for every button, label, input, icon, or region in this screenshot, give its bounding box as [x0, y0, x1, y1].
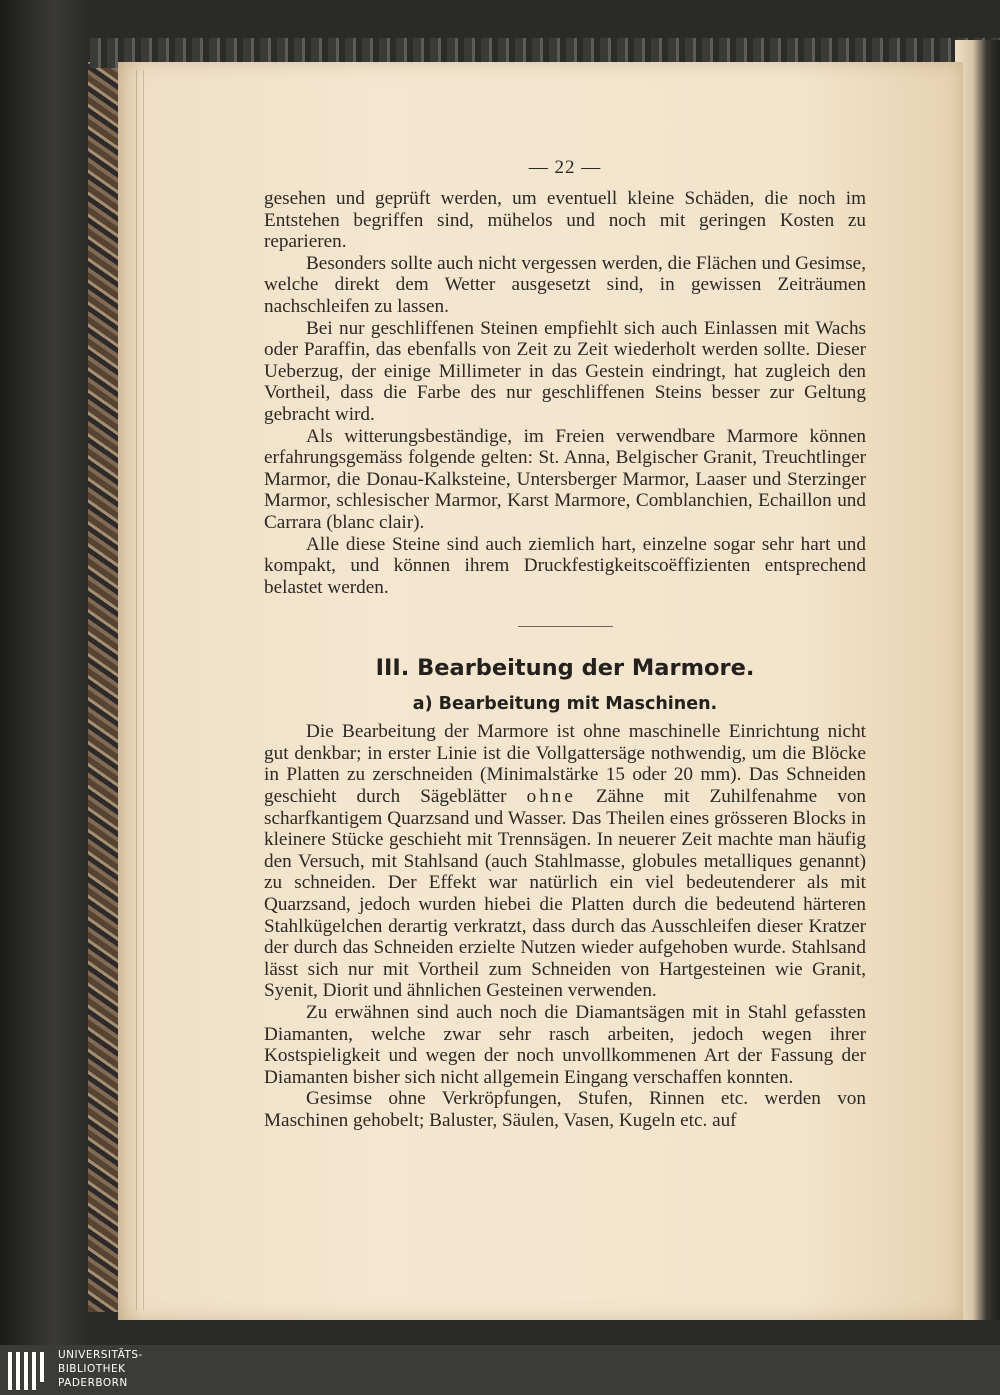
paragraph-4: Als witterungsbeständige, im Freien verwendbare Marmore können erfahrungsgemäss folgende gelten: St. Anna, Belgischer Granit, Treuchtlinger Marmor, die Donau-Kalksteine, Untersberger Marmor, Laaser und Sterzinger Marmor, schlesischer Marmor, Karst Marmore, Comblanchien, Echaillon und Carrara (blanc clair). [264, 425, 866, 533]
emphasized-word: ohne [526, 786, 576, 808]
library-name [58, 1348, 143, 1390]
paragraph-6-part-1: Die Bearbeitung der Marmore ist ohne maschinelle Einrichtung nicht gut denkbar; in erster Linie ist die Vollgattersäge nothwendig, um die Blöcke in Platten zu zerschneiden (Minimalstärke 15 oder 20 mm). Das Schneiden geschieht durch Sägeblätter [264, 721, 866, 808]
paragraph-3: Bei nur geschliffenen Steinen empfiehlt sich auch Einlassen mit Wachs oder Paraffin, das ebenfalls von Zeit zu Zeit wiederholt werden sollte. Dieser Ueberzug, der einige Millimeter in das Gestein eindringt, hat zugleich den Vortheil, dass die Farbe des nur geschliffenen Steins besser zur Geltung gebracht wird. [264, 317, 866, 425]
paragraph-8: Gesimse ohne Verkröpfungen, Stufen, Rinnen etc. werden von Maschinen gehobelt; Baluster, Säulen, Vasen, Kugeln etc. auf [264, 1088, 866, 1131]
paragraph-1: gesehen und geprüft werden, um eventuell kleine Schäden, die noch im Entstehen begriffen sind, mühelos und noch mit geringen Kosten zu reparieren. [264, 188, 866, 253]
book-cover-left [0, 0, 90, 1345]
paragraph-6 [264, 721, 866, 1002]
section-divider [518, 626, 613, 627]
section-heading: III. Bearbeitung der Marmore. [375, 655, 755, 682]
paragraph-2: Besonders sollte auch nicht vergessen werden, die Flächen und Gesimse, welche direkt dem Wetter ausgesetzt sind, in gewissen Zeiträumen nachschleifen zu lassen. [264, 252, 866, 317]
library-footer [0, 1345, 1000, 1395]
library-logo-icon [8, 1352, 50, 1390]
paragraph-7: Zu erwähnen sind auch noch die Diamantsägen mit in Stahl gefassten Diamanten, welche zwar sehr rasch arbeiten, jedoch wegen ihrer Kostspieligkeit und wegen der noch unvollkommenen Art der Fassung der Diamanten bisher sich nicht allgemein Eingang verschaffen konnten. [264, 1002, 866, 1088]
page-number: — 22 — [528, 157, 602, 178]
page-text [264, 148, 866, 1132]
library-name-line-1: UNIVERSITÄTS- [58, 1349, 143, 1361]
subsection-heading: a) Bearbeitung mit Maschinen. [412, 694, 718, 715]
page-gutter [136, 70, 144, 1310]
library-name-line-2: BIBLIOTHEK [58, 1363, 126, 1375]
paragraph-6-part-2: Zähne mit Zuhilfenahme von scharfkantigem Quarzsand und Wasser. Das Theilen eines grösseren Blocks in kleinere Stücke geschieht mit Trennsägen. In neuerer Zeit machte man häufig den Versuch, mit Stahlsand (auch Stahlmasse, globules metalliques genannt) zu schneiden. Der Effekt war natürlich ein viel bedeutenderer als mit Quarzsand, jedoch wurden hiebei die Platten durch die bedeutend härteren Stahlkügelchen derartig verkratzt, dass durch das Ausschleifen dieser Kratzer der durch das Schneiden erzielte Nutzen wieder aufgehoben wurde. Stahlsand lässt sich nur mit Vortheil zum Schneiden von Hartgesteinen wie Granit, Syenit, Diorit und ähnlichen Gesteinen verwenden. [264, 786, 867, 1002]
library-name-line-3: PADERBORN [58, 1377, 128, 1389]
paragraph-5: Alle diese Steine sind auch ziemlich hart, einzelne sogar sehr hart und kompakt, und können ihrem Druckfestigkeitscoëffizienten entsprechend belastet werden. [264, 533, 866, 598]
